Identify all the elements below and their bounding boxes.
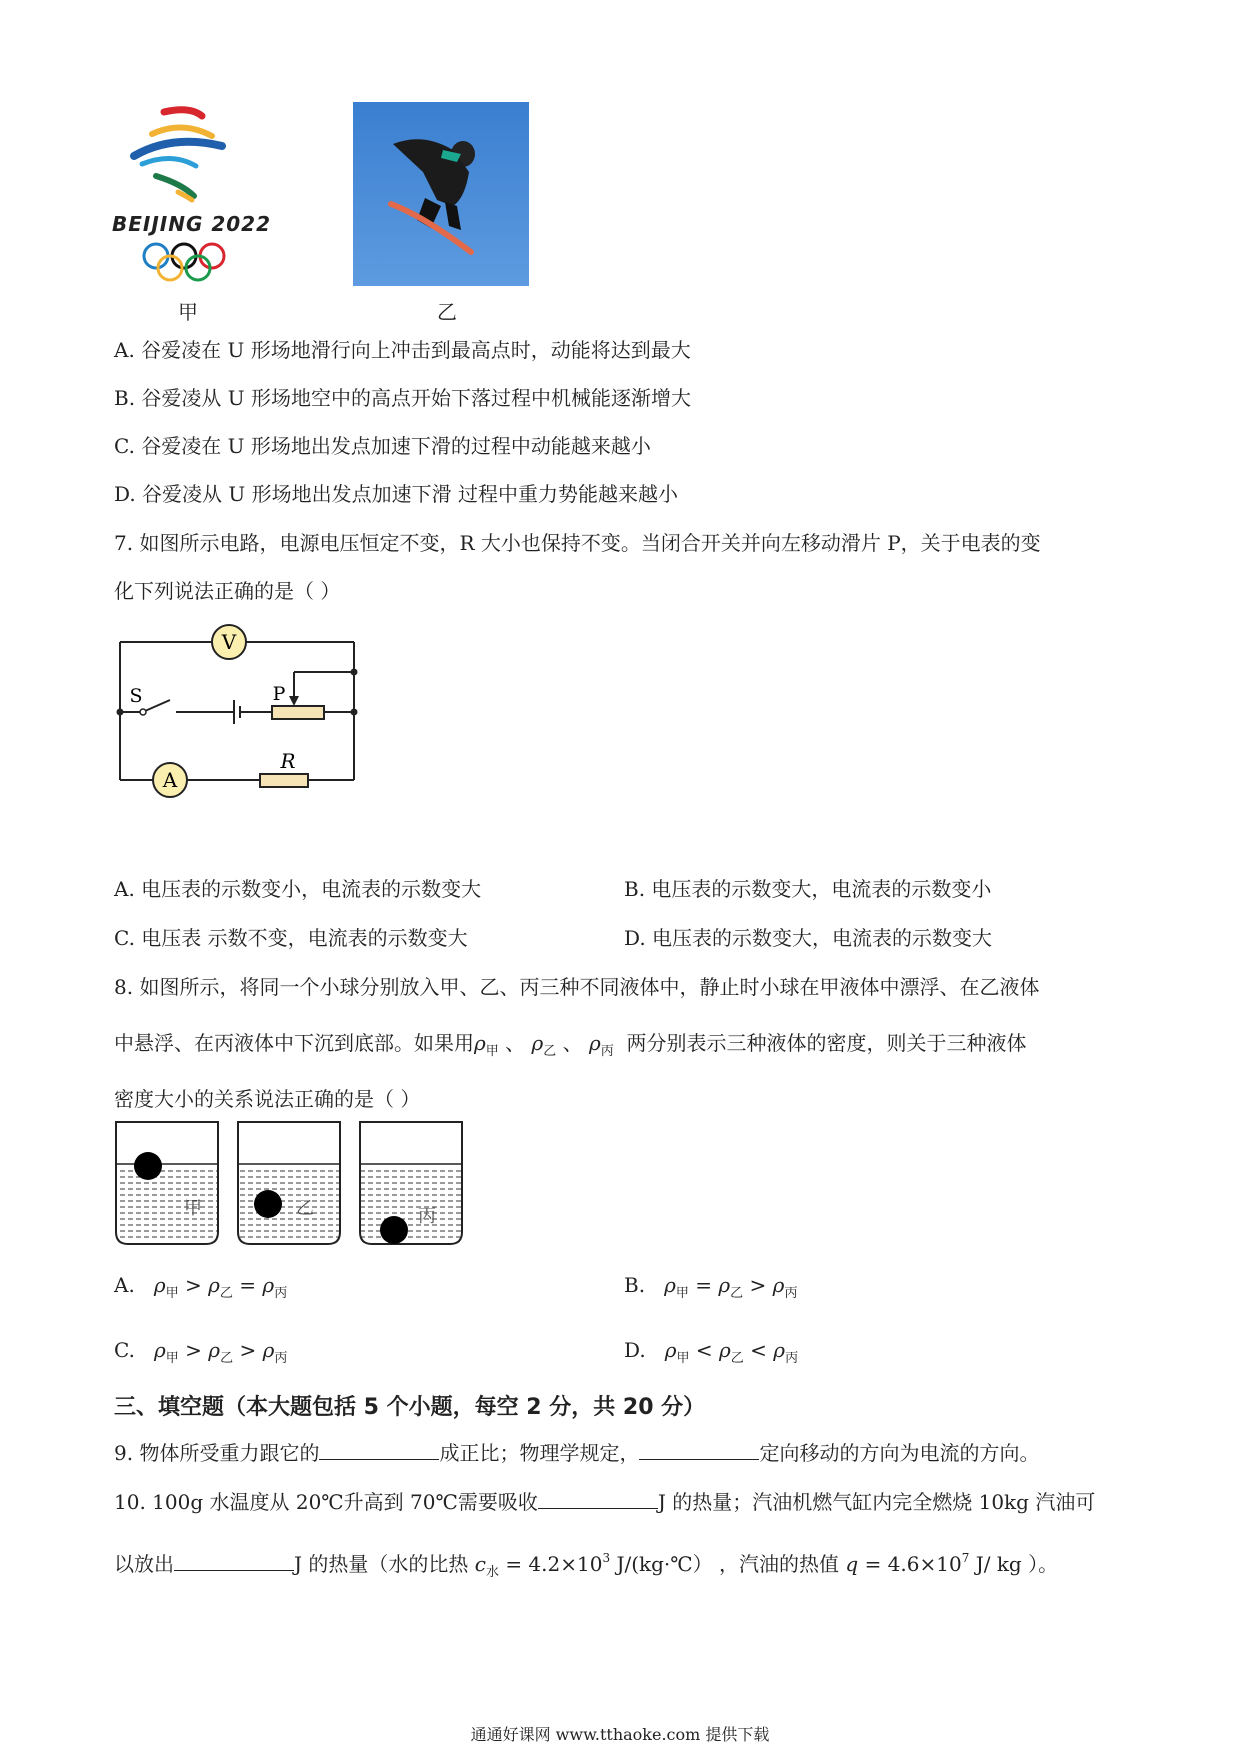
q6-option-b: B. 谷爱凌从 U 形场地空中的高点开始下落过程中机械能逐渐增大 bbox=[114, 386, 691, 410]
q10-blank-1[interactable] bbox=[538, 1488, 658, 1509]
q9-text: 9. 物体所受重力跟它的 成正比；物理学规定， 定向移动的方向为电流的方向。 bbox=[114, 1441, 1040, 1465]
beaker-yi bbox=[238, 1122, 340, 1244]
q7-option-c: C. 电压表 示数不变，电流表的示数变大 bbox=[114, 926, 468, 950]
q8-option-a: A. $\rho_甲 > \rho_乙 = \rho_丙$ bbox=[114, 1273, 288, 1301]
snowboarder-photo bbox=[353, 102, 529, 286]
svg-text:丙: 丙 bbox=[418, 1206, 436, 1227]
q9-blank-2[interactable] bbox=[639, 1439, 759, 1460]
logo-text: BEIJING 2022 bbox=[112, 212, 272, 236]
q8-option-d: D. $\rho_甲 < \rho_乙 < \rho_丙$ bbox=[624, 1338, 799, 1366]
figure-label-jia: 甲 bbox=[178, 300, 198, 324]
q10-blank-2[interactable] bbox=[174, 1550, 294, 1571]
q8-stem-line2: 中悬浮、在丙液体中下沉到底部。如果用$\rho_甲$ 、 $\rho_乙$ 、 $\rho_丙$ 两分别表示三种液体的密度，则关于三种液体 bbox=[114, 1031, 1027, 1059]
q7-option-d: D. 电压表的示数变大，电流表的示数变大 bbox=[624, 926, 993, 950]
q8-option-b: B. $\rho_甲 = \rho_乙 > \rho_丙$ bbox=[624, 1273, 798, 1301]
q8-stem-line1: 8. 如图所示，将同一个小球分别放入甲、乙、丙三种不同液体中，静止时小球在甲液体中漂浮、在乙液体 bbox=[114, 975, 1040, 999]
q10-line1: 10. 100g 水温度从 20℃升高到 70℃需要吸收 J 的热量；汽油机燃气缸内完全燃烧 10kg 汽油可 bbox=[114, 1490, 1096, 1514]
beaker-jia bbox=[116, 1122, 218, 1244]
q6-option-d: D. 谷爱凌从 U 形场地出发点加速下滑 过程中重力势能越来越小 bbox=[114, 482, 678, 506]
olympic-emblem-icon bbox=[112, 104, 272, 284]
q7-stem-line1: 7. 如图所示电路，电源电压恒定不变，R 大小也保持不变。当闭合开关并向左移动滑片 P，关于电表的变 bbox=[114, 531, 1041, 555]
beakers-figure bbox=[112, 1120, 472, 1250]
slider-label: P bbox=[272, 683, 286, 705]
svg-text:乙: 乙 bbox=[296, 1198, 314, 1219]
q6-option-c: C. 谷爱凌在 U 形场地出发点加速下滑的过程中动能越来越小 bbox=[114, 434, 651, 458]
beijing-2022-logo bbox=[112, 104, 272, 284]
snowboarder-icon bbox=[353, 102, 529, 286]
resistor-label: R bbox=[280, 749, 296, 773]
q6-option-a: A. 谷爱凌在 U 形场地滑行向上冲击到最高点时，动能将达到最大 bbox=[114, 338, 691, 362]
footer-credit: 通通好课网 www.tthaoke.com 提供下载 bbox=[470, 1725, 770, 1744]
q9-blank-1[interactable] bbox=[319, 1439, 439, 1460]
q8-stem-line3: 密度大小的关系说法正确的是（ ） bbox=[114, 1087, 421, 1111]
figure-label-yi: 乙 bbox=[437, 300, 457, 324]
voltmeter-label: V bbox=[221, 630, 237, 654]
svg-text:甲: 甲 bbox=[184, 1198, 202, 1219]
circuit-diagram bbox=[110, 622, 370, 812]
q8-option-c: C. $\rho_甲 > \rho_乙 > \rho_丙$ bbox=[114, 1338, 288, 1366]
section-title-fill-blank: 三、填空题（本大题包括 5 个小题，每空 2 分，共 20 分） bbox=[114, 1395, 706, 1420]
q7-option-a: A. 电压表的示数变小，电流表的示数变大 bbox=[114, 877, 482, 901]
q10-line2: 以放出 J 的热量（水的比热 $c_水 = 4.2\times 10^3$ J/(kg·℃） ，汽油的热值 $q = 4.6\times 10^7$ J/ kg ）。 bbox=[114, 1551, 1059, 1580]
beaker-bing bbox=[360, 1122, 462, 1244]
switch-label: S bbox=[129, 685, 143, 707]
ammeter-label: A bbox=[162, 768, 178, 792]
q7-stem-line2: 化下列说法正确的是（ ） bbox=[114, 579, 341, 603]
q7-option-b: B. 电压表的示数变大，电流表的示数变小 bbox=[624, 877, 992, 901]
